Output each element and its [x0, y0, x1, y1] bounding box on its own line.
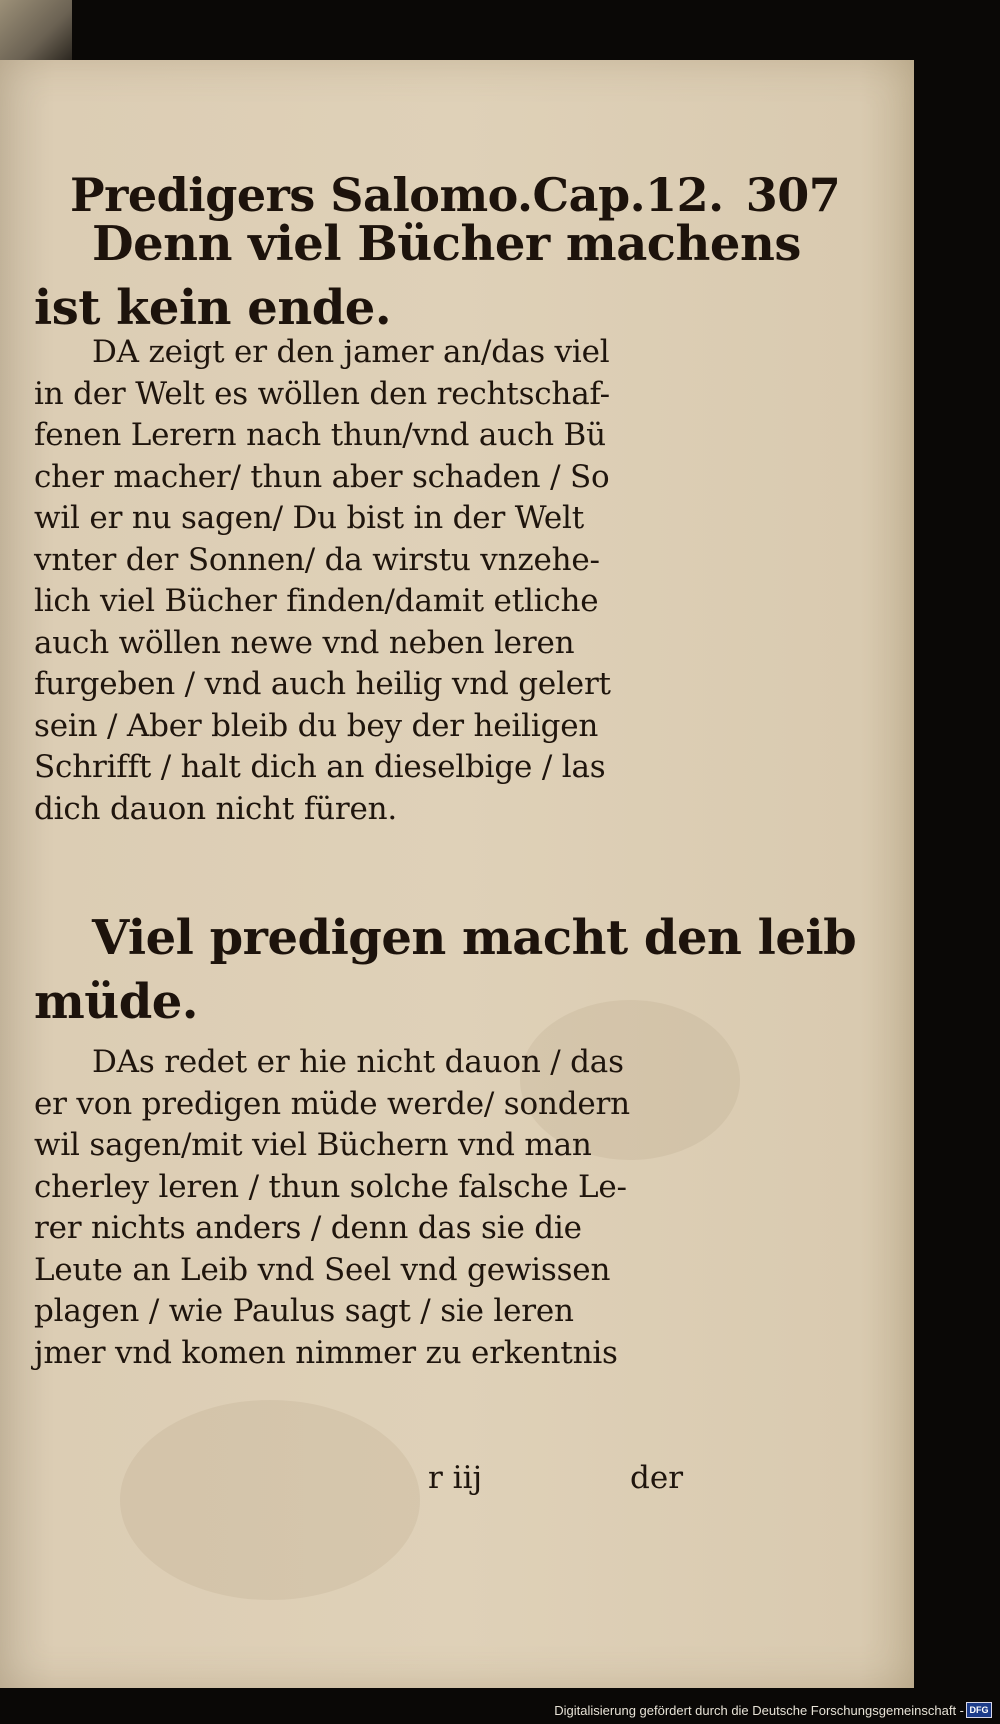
text-line: er von predigen müde werde/ sondern: [34, 1085, 630, 1122]
text-line: jmer vnd komen nimmer zu erkentnis: [34, 1334, 618, 1371]
heading-line: ist kein ende.: [34, 280, 392, 336]
paragraph: [34, 1042, 694, 1374]
paragraph: [34, 332, 694, 830]
text-line: lich viel Bücher finden/damit etliche: [34, 583, 599, 619]
text-line: cherley leren / thun solche falsche Le-: [34, 1168, 627, 1205]
book-corner: [0, 0, 72, 60]
funding-note: Digitalisierung gefördert durch die Deutsche Forschungsgemeinschaft -: [554, 1703, 964, 1718]
book-page: [0, 60, 914, 1688]
text-line: Schrifft / halt dich an dieselbige / las: [34, 749, 606, 785]
text-line: dich dauon nicht füren.: [34, 790, 398, 827]
text-line: sein / Aber bleib du bey der heiligen: [34, 707, 599, 744]
running-head-title: Predigers Salomo.Cap.12.: [70, 168, 724, 222]
text-line: furgeben / vnd auch heilig vnd gelert: [34, 666, 611, 702]
text-line: cher macher/ thun aber schaden / So: [34, 458, 610, 495]
page-number: 307: [745, 168, 841, 222]
text-line: DAs redet er hie nicht dauon / das: [92, 1044, 624, 1080]
text-line: wil er nu sagen/ Du bist in der Welt: [34, 500, 584, 536]
signature-line: [34, 1460, 694, 1504]
text-line: auch wöllen newe vnd neben leren: [34, 624, 575, 661]
section-heading: [34, 906, 857, 1034]
heading-line: müde.: [34, 974, 198, 1030]
text-line: wil sagen/mit viel Büchern vnd man: [34, 1127, 592, 1163]
footer-bar: [0, 1688, 1000, 1724]
text-line: Leute an Leib vnd Seel vnd gewissen: [34, 1251, 611, 1288]
catchword: der: [630, 1460, 684, 1496]
text-line: rer nichts anders / denn das sie die: [34, 1210, 582, 1246]
text-line: vnter der Sonnen/ da wirstu vnzehe-: [34, 541, 600, 578]
text-line: plagen / wie Paulus sagt / sie leren: [34, 1293, 574, 1329]
text-line: in der Welt es wöllen den rechtschaf-: [34, 375, 610, 412]
heading-line: Viel predigen macht den leib: [92, 910, 857, 966]
text-line: DA zeigt er den jamer an/das viel: [92, 334, 610, 370]
section-heading: [34, 212, 801, 340]
dfg-logo: DFG: [966, 1702, 992, 1718]
text-line: fenen Lerern nach thun/vnd auch Bü: [34, 417, 606, 453]
signature-mark: r iij: [428, 1460, 483, 1496]
heading-line: Denn viel Bücher machens: [92, 216, 801, 272]
